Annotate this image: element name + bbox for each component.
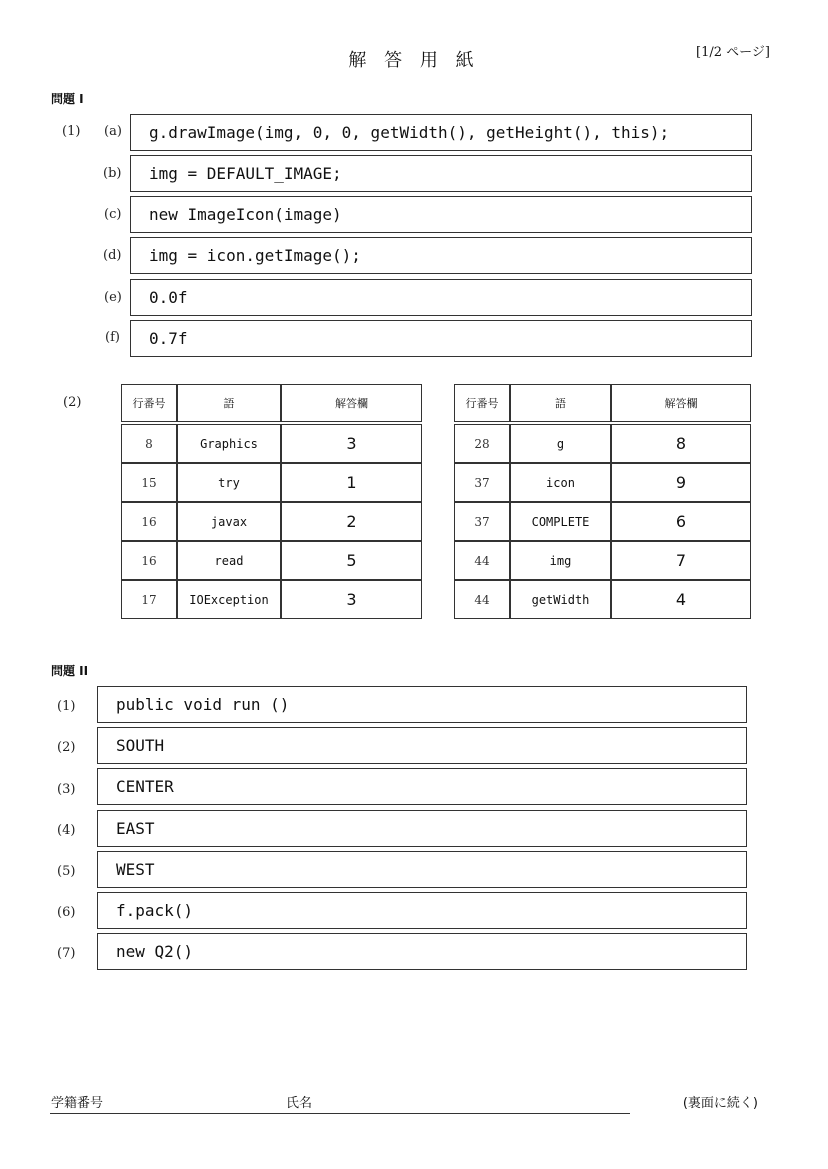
answer-cell[interactable]: 6: [611, 502, 751, 541]
q2-answer-2-label: (2): [57, 740, 76, 755]
line-number: 16: [121, 541, 177, 580]
answer-e-field[interactable]: 0.0f: [130, 279, 752, 316]
answer-cell[interactable]: 3: [281, 424, 422, 463]
column-header-line: 行番号: [454, 384, 510, 422]
word-cell: try: [177, 463, 281, 502]
word-cell: IOException: [177, 580, 281, 619]
answer-cell[interactable]: 2: [281, 502, 422, 541]
q2-answer-1-label: (1): [57, 699, 76, 714]
q2-answer-2-field[interactable]: SOUTH: [97, 727, 747, 764]
table-row: [121, 424, 422, 463]
answer-c-field[interactable]: new ImageIcon(image): [130, 196, 752, 233]
table-row: [121, 580, 422, 619]
line-number: 44: [454, 541, 510, 580]
word-cell: icon: [510, 463, 611, 502]
word-cell: img: [510, 541, 611, 580]
q2-answer-7-label: (7): [57, 946, 76, 961]
word-cell: getWidth: [510, 580, 611, 619]
word-cell: g: [510, 424, 611, 463]
q2-answer-4-label: (4): [57, 823, 76, 838]
line-number: 15: [121, 463, 177, 502]
table-row: [454, 580, 751, 619]
table-row: [454, 541, 751, 580]
answer-cell[interactable]: 4: [611, 580, 751, 619]
column-header-word: 語: [177, 384, 281, 422]
q2-answer-3-field[interactable]: CENTER: [97, 768, 747, 805]
q2-answer-5-label: (5): [57, 864, 76, 879]
word-cell: javax: [177, 502, 281, 541]
answer-table-left: [121, 384, 422, 619]
q2-answer-5-field[interactable]: WEST: [97, 851, 747, 888]
line-number: 16: [121, 502, 177, 541]
q2-answer-3-label: (3): [57, 782, 76, 797]
column-header-word: 語: [510, 384, 611, 422]
q2-answer-4-field[interactable]: EAST: [97, 810, 747, 847]
page-number: [1/2 ページ]: [696, 45, 770, 60]
table-row: [454, 502, 751, 541]
continue-note: (裏面に続く): [682, 1096, 758, 1111]
answer-a-label: (a): [104, 124, 122, 139]
answer-cell[interactable]: 3: [281, 580, 422, 619]
answer-e-label: (e): [104, 290, 122, 305]
page-title: 解 答 用 紙: [348, 50, 480, 71]
table-row: [121, 502, 422, 541]
question-2-heading: 問題 II: [51, 664, 89, 678]
line-number: 44: [454, 580, 510, 619]
answer-cell[interactable]: 5: [281, 541, 422, 580]
q2-answer-6-label: (6): [57, 905, 76, 920]
answer-cell[interactable]: 7: [611, 541, 751, 580]
q2-answer-6-field[interactable]: f.pack(): [97, 892, 747, 929]
answer-f-field[interactable]: 0.7f: [130, 320, 752, 357]
answer-d-label: (d): [103, 248, 122, 263]
answer-d-field[interactable]: img = icon.getImage();: [130, 237, 752, 274]
answer-b-label: (b): [103, 166, 122, 181]
answer-c-label: (c): [104, 207, 122, 222]
q2-answer-1-field[interactable]: public void run (): [97, 686, 747, 723]
answer-table-right: [454, 384, 751, 619]
q2-answer-7-field[interactable]: new Q2(): [97, 933, 747, 970]
q1-part2-number: (2): [63, 395, 82, 410]
answer-cell[interactable]: 1: [281, 463, 422, 502]
table-row: [454, 424, 751, 463]
line-number: 8: [121, 424, 177, 463]
line-number: 37: [454, 463, 510, 502]
answer-a-field[interactable]: g.drawImage(img, 0, 0, getWidth(), getHeight(), this);: [130, 114, 752, 151]
word-cell: COMPLETE: [510, 502, 611, 541]
column-header-answer: 解答欄: [281, 384, 422, 422]
line-number: 28: [454, 424, 510, 463]
answer-b-field[interactable]: img = DEFAULT_IMAGE;: [130, 155, 752, 192]
table-row: [454, 463, 751, 502]
q1-part1-number: (1): [62, 124, 81, 139]
answer-f-label: (f): [105, 330, 120, 345]
word-cell: read: [177, 541, 281, 580]
student-id-label: 学籍番号: [51, 1096, 104, 1111]
column-header-line: 行番号: [121, 384, 177, 422]
word-cell: Graphics: [177, 424, 281, 463]
table-row: [121, 541, 422, 580]
answer-cell[interactable]: 8: [611, 424, 751, 463]
line-number: 37: [454, 502, 510, 541]
answer-cell[interactable]: 9: [611, 463, 751, 502]
line-number: 17: [121, 580, 177, 619]
question-1-heading: 問題 I: [51, 92, 84, 106]
name-label: 氏名: [286, 1096, 313, 1111]
column-header-answer: 解答欄: [611, 384, 751, 422]
table-row: [121, 463, 422, 502]
signature-line: [50, 1113, 630, 1114]
